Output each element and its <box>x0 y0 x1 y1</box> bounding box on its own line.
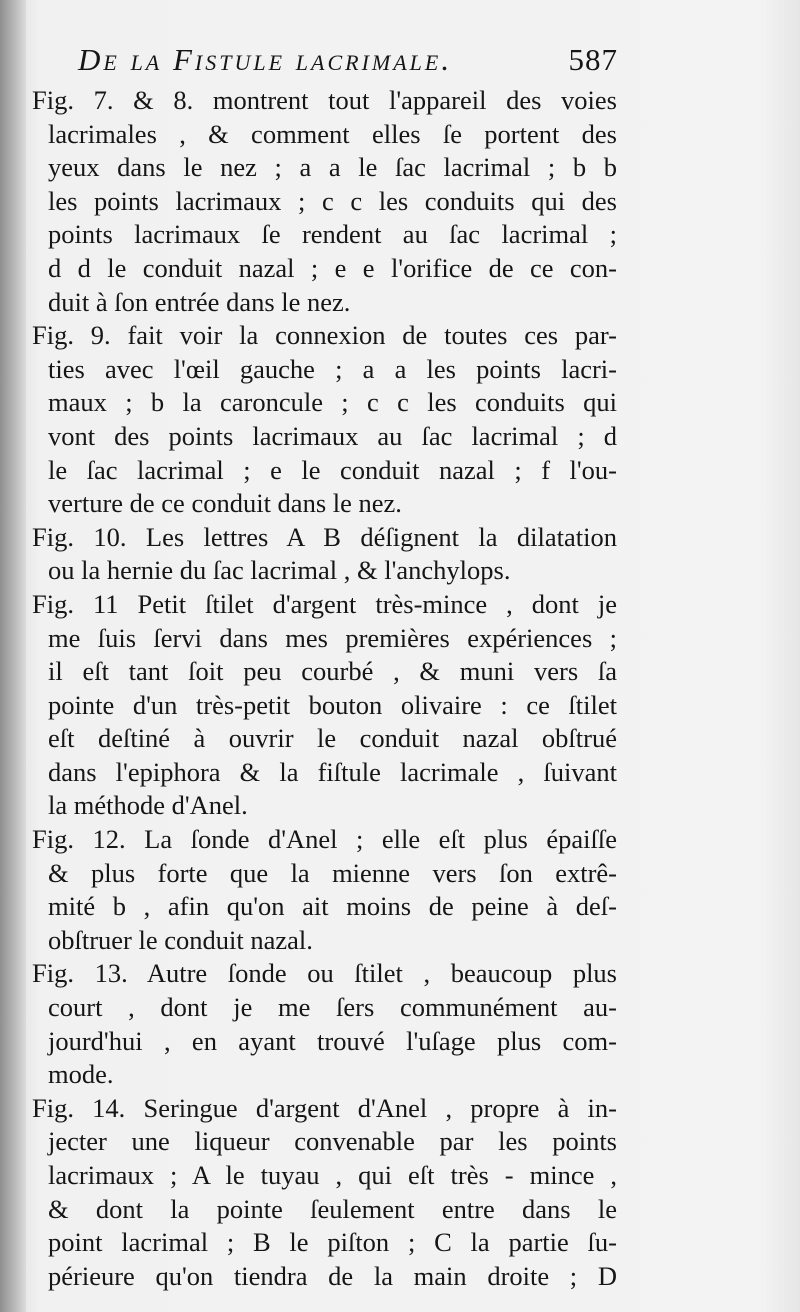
text-line: & dont la pointe ſeulement entre dans le <box>48 1193 617 1224</box>
text-line: ties avec l'œil gauche ; a a les points lacri- <box>48 353 617 384</box>
body-text <box>32 84 617 1293</box>
text-line: périeure qu'on tiendra de la main droite ; D <box>48 1260 617 1291</box>
text-line: jourd'hui , en ayant trouvé l'uſage plus com- <box>48 1025 617 1056</box>
text-line: mode. <box>48 1059 114 1090</box>
text-line: & plus forte que la mienne vers ſon extrê- <box>48 857 617 888</box>
text-line: les points lacrimaux ; c c les conduits qui des <box>48 185 617 216</box>
text-line: mité b , afin qu'on ait moins de peine à deſ- <box>48 891 617 922</box>
page-gutter-shadow <box>0 0 26 1312</box>
text-line: dans l'epiphora & la fiſtule lacrimale , ſuivant <box>48 756 617 787</box>
text-line: lacrimales , & comment elles ſe portent des <box>48 118 617 149</box>
text-line: points lacrimaux ſe rendent au ſac lacrimal ; <box>48 219 617 250</box>
text-line: pointe d'un très-petit bouton olivaire : ce ſtilet <box>48 689 617 720</box>
text-line: court , dont je me ſers communément au- <box>48 992 617 1023</box>
text-line: vont des points lacrimaux au ſac lacrimal ; d <box>48 420 617 451</box>
text-line: Fig. 12. La ſonde d'Anel ; elle eſt plus épaiſſe <box>32 824 617 855</box>
text-line: Fig. 14. Seringue d'argent d'Anel , propre à in- <box>32 1092 617 1123</box>
text-line: obſtruer le conduit nazal. <box>48 924 313 955</box>
running-title: De la Fistule lacrimale. <box>78 42 453 77</box>
text-line: ou la hernie du ſac lacrimal , & l'anchylops. <box>48 555 511 586</box>
text-line: jecter une liqueur convenable par les points <box>48 1126 617 1157</box>
text-line: lacrimaux ; A le tuyau , qui eſt très - mince , <box>48 1160 617 1190</box>
text-line: eſt deſtiné à ouvrir le conduit nazal obſtrué <box>48 723 617 754</box>
text-line: duit à ſon entrée dans le nez. <box>48 286 351 317</box>
text-line: d d le conduit nazal ; e e l'orifice de ce con- <box>48 252 617 283</box>
text-line: verture de ce conduit dans le nez. <box>48 488 402 519</box>
text-line: me ſuis ſervi dans mes premières expériences ; <box>48 622 617 653</box>
text-line: Fig. 11 Petit ſtilet d'argent très-mince , dont je <box>32 588 617 619</box>
text-line: le ſac lacrimal ; e le conduit nazal ; f l'ou- <box>48 454 617 485</box>
text-line: point lacrimal ; B le piſton ; C la partie ſu- <box>48 1227 617 1258</box>
text-line: Fig. 10. Les lettres A B déſignent la dilatation <box>32 521 617 552</box>
page-number: 587 <box>568 42 618 77</box>
running-header <box>78 42 618 90</box>
text-line: yeux dans le nez ; a a le ſac lacrimal ; b b <box>48 152 617 183</box>
text-line: la méthode d'Anel. <box>48 790 248 821</box>
text-line: Fig. 13. Autre ſonde ou ſtilet , beaucoup plus <box>32 958 617 989</box>
text-line: Fig. 7. & 8. montrent tout l'appareil des voies <box>32 85 617 115</box>
text-line: maux ; b la caroncule ; c c les conduits qui <box>48 387 617 418</box>
text-line: Fig. 9. fait voir la connexion de toutes ces par- <box>32 320 617 351</box>
text-line: il eſt tant ſoit peu courbé , & muni vers ſa <box>48 656 617 687</box>
